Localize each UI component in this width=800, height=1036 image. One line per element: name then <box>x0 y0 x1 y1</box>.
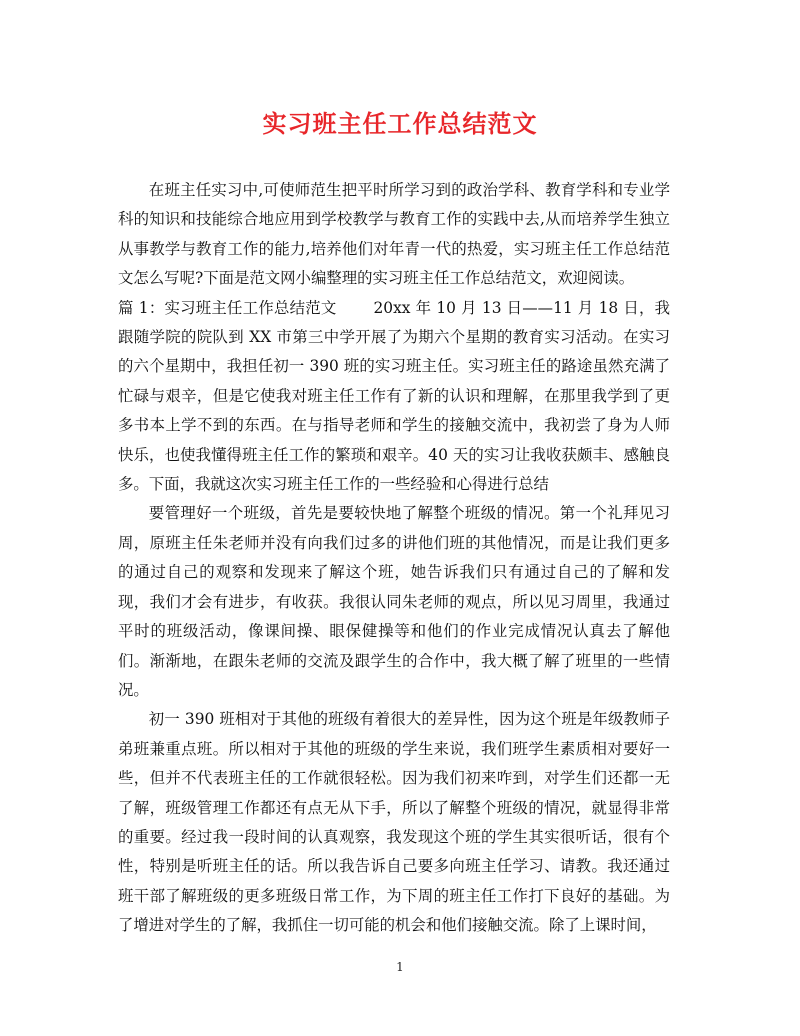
document-body <box>118 176 670 941</box>
intro-paragraph: 在班主任实习中,可使师范生把平时所学习到的政治学科、教育学科和专业学科的知识和技能综合地应用到学校教学与教育工作的实践中去,从而培养学生独立从事教学与教育工作的能力,培养他们对年青一代的热爱，实习班主任工作总结范文怎么写呢?下面是范文网小编整理的实习班主任工作总结范文，欢迎阅读。 <box>118 181 670 288</box>
class-management-paragraph: 要管理好一个班级，首先是要较快地了解整个班级的情况。第一个礼拜见习周，原班主任朱老师并没有向我们过多的讲他们班的其他情况，而是让我们更多的通过自己的观察和发现来了解这个班，她告诉我们只有通过自己的了解和发现，我们才会有进步，有收获。我很认同朱老师的观点，所以见习周里，我通过平时的班级活动，像课间操、眼保健操等和他们的作业完成情况认真去了解他们。渐渐地，在跟朱老师的交流及跟学生的合作中，我大概了解了班里的一些情况。 <box>118 504 670 699</box>
article-1-paragraph <box>118 294 670 500</box>
article-1-text: 20xx 年 10 月 13 日——11 月 18 日，我跟随学院的院队到 XX 市第三中学开展了为期六个星期的教育实习活动。在实习的六个星期中，我担任初一 390 班的实习班主任。实习班主任的路途虽然充满了忙碌与艰辛，但是它使我对班主任工作有了新的认识和理解，在那里我学到了更多书本上学不到的东西。在与指导老师和学生的接触交流中，我初尝了身为人师快乐，也使我懂得班主任工作的繁琐和艰辛。40 天的实习让我收获颇丰、感触良多。下面，我就这次实习班主任工作的一些经验和心得进行总结 <box>118 298 670 494</box>
article-1-label: 篇 1：实习班主任工作总结范文 <box>118 298 337 317</box>
page-number: 1 <box>396 960 404 974</box>
class-390-paragraph: 初一 390 班相对于其他的班级有着很大的差异性，因为这个班是年级教师子弟班兼重点班。所以相对于其他的班级的学生来说，我们班学生素质相对要好一些，但并不代表班主任的工作就很轻松。因为我们初来咋到，对学生们还都一无了解，班级管理工作都还有点无从下手，所以了解整个班级的情况，就显得非常的重要。经过我一段时间的认真观察，我发现这个班的学生其实很听话，很有个性，特别是听班主任的话。所以我告诉自己要多向班主任学习、请教。我还通过班干部了解班级的更多班级日常工作，为下周的班主任工作打下良好的基础。为了增进对学生的了解，我抓住一切可能的机会和他们接触交流。除了上课时间， <box>118 710 670 935</box>
document-title: 实习班主任工作总结范文 <box>262 109 538 138</box>
